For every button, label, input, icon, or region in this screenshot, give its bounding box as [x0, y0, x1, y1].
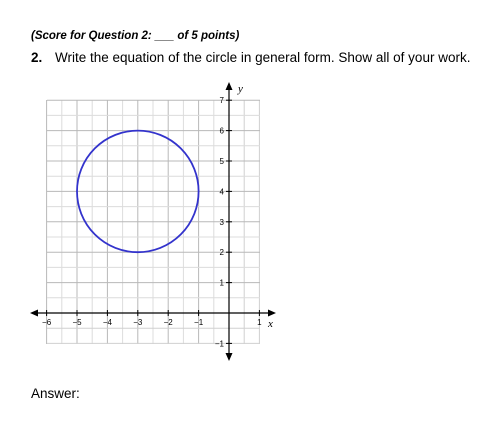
x-axis-arrow-right	[268, 310, 276, 317]
y-tick-label: 6	[219, 126, 224, 136]
x-tick-label: −5	[72, 318, 82, 327]
question-text: Write the equation of the circle in general form. Show all of your work.	[55, 50, 471, 65]
y-axis-arrow-up	[226, 82, 233, 90]
y-tick-label: 1	[219, 278, 224, 288]
x-axis-label: x	[268, 318, 273, 330]
x-tick-label: −3	[133, 318, 143, 327]
x-tick-label: −1	[194, 318, 204, 327]
x-tick-label: −6	[42, 318, 52, 327]
x-tick-label: −2	[163, 318, 173, 327]
y-axis-arrow-down	[226, 353, 233, 361]
y-tick-label: 2	[219, 248, 224, 258]
x-tick-label: −4	[102, 318, 112, 327]
y-tick-label: −1	[214, 339, 224, 349]
x-tick-label: 1	[257, 318, 262, 327]
y-axis-label: y	[238, 83, 243, 95]
y-tick-label: 5	[219, 157, 224, 166]
question-number: 2.	[31, 50, 43, 65]
y-tick-label: 4	[219, 187, 224, 197]
score-line: (Score for Question 2: ___ of 5 points)	[31, 30, 240, 42]
y-tick-label: 3	[219, 217, 224, 227]
x-axis-arrow-left	[30, 310, 38, 317]
y-tick-label: 7	[219, 96, 224, 106]
answer-label: Answer:	[31, 386, 80, 401]
